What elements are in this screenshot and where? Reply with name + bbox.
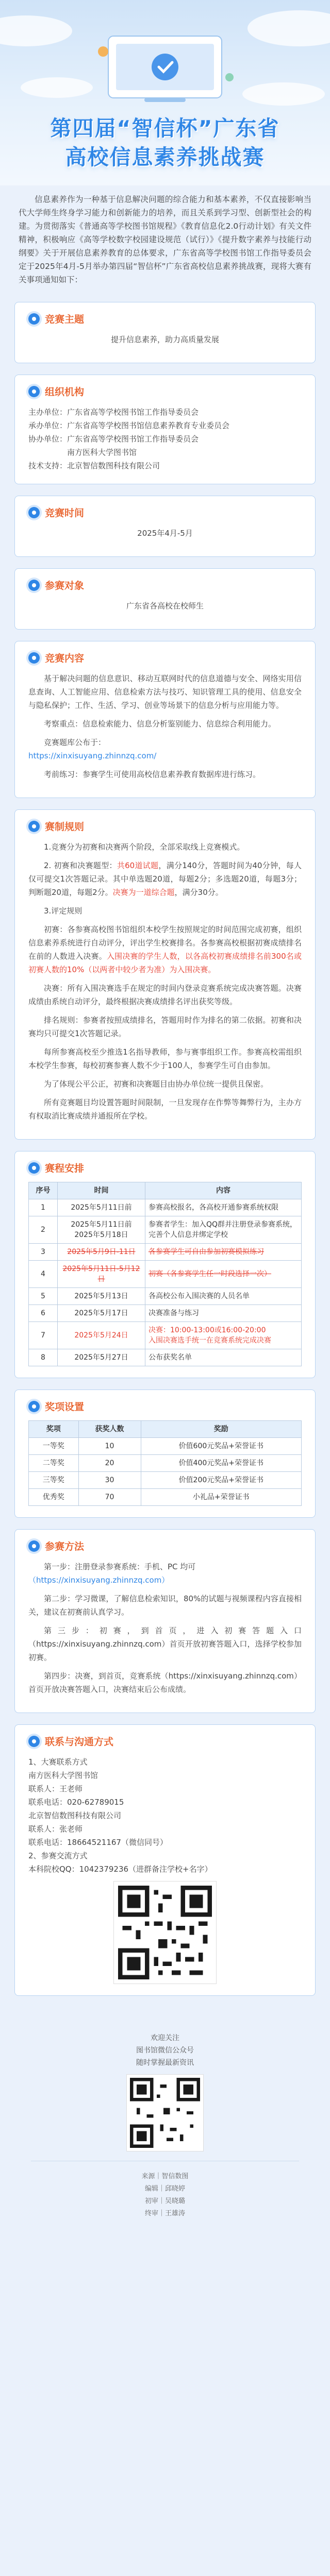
schedule-cell-time: 2025年5月11日前 [58,1199,145,1216]
schedule-cell-time: 2025年5月13日 [58,1288,145,1305]
table-row [29,1244,302,1261]
award-cell: 价值400元奖品+荣誉证书 [141,1455,301,1472]
schedule-cell-time: 2025年5月11日前 2025年5月18日 [58,1216,145,1244]
contact-line: 南方医科大学图书馆 [28,1771,98,1780]
content-paragraph: 考前练习：参赛学生可使用高校信息素养教育数据库进行练习。 [44,770,261,779]
section-title: 组织机构 [45,386,85,398]
rule-2-highlight-final: 决赛为一道综合题 [112,888,175,897]
section-title: 奖项设置 [45,1401,85,1413]
theme-text: 提升信息素养，助力高质量发展 [110,335,219,344]
schedule-cell-content: 参赛者学生：加入QQ群并注册登录参赛系统，完善个人信息并绑定学校 [145,1216,302,1244]
award-cell: 优秀奖 [29,1489,79,1506]
section-title: 赛程安排 [45,1163,85,1174]
schedule-cell-content: 各参赛学生可自由参加初赛模拟练习 [145,1244,302,1261]
schedule-cell-time: 2025年5月27日 [58,1349,145,1366]
table-row [29,1322,302,1349]
org-line: 技术支持：北京智信数图科技有限公司 [28,461,160,470]
rule-2-text: ，满分140分，答题时间为40分钟，每人仅可提交1次答题记录。其中单选题20道，每题2分；多选题20道，每题3分；判断题20道，每题2分。 [28,861,302,897]
section-title: 竞赛时间 [45,507,85,519]
section-method [14,1529,316,1713]
qq-group-qr-code [113,1881,217,1984]
participants-text: 广东省各高校在校师生 [126,601,204,611]
final-rule: 决赛：所有入围决赛选手在规定的时间内登录竞赛系统完成决赛答题。决赛成绩由系统自动评分，最终根据决赛成绩排名评出获奖等级。 [28,984,302,1006]
section-content [14,641,316,798]
rank-rule: 排名规则：参赛者按照成绩排名，答题用时作为排名的第二依据。初赛和决赛均只可提交1次答题记录。 [28,1015,302,1038]
system-link[interactable]: （https://xinxisuyang.zhinnzq.com） [28,1575,170,1585]
schedule-cell-no: 2 [29,1216,58,1244]
content-label: 竞赛题库公布于： [44,738,106,747]
schedule-cell-content: 各高校公布入围决赛的人员名单 [145,1288,302,1305]
content-paragraph: 基于解决问题的信息意识、移动互联网时代的信息道德与安全、网络实用信息查询、人工智能应用、信息检索方法与技巧、知识管理工具的使用、信息安全与隐私保护；工作、生活、学习、创业等场景下的信息分析与应用能力等。 [28,674,302,710]
section-contact [14,1724,316,1996]
section-bullet-icon [28,1736,40,1747]
rule-2-label: 2. 初赛和决赛题型： [44,861,117,870]
schedule-cell-no: 4 [29,1261,58,1288]
section-theme [14,302,316,363]
section-title: 竞赛内容 [45,653,85,664]
section-awards [14,1389,316,1518]
schedule-cell-content: 参赛高校报名，各高校开通参赛系统权限 [145,1199,302,1216]
footer-text: 随时掌握最新资讯 [136,2059,194,2067]
contact-line: 1、大赛联系方式 [28,1757,88,1767]
schedule-cell-no: 7 [29,1322,58,1349]
section-bullet-icon [28,580,40,591]
schedule-cell-content: 初赛（各参赛学生任一时段选择一次） [145,1261,302,1288]
step-4: 第四步：决赛，到首页，竞赛系统（https://xinxisuyang.zhinnzq.com）首页开放决赛答题入口，决赛结束后公布成绩。 [28,1671,302,1694]
section-bullet-icon [28,507,40,518]
hero-title-line2: 高校信息素养挑战赛 [65,145,265,170]
section-title: 竞赛主题 [45,314,85,325]
table-row [29,1489,302,1506]
wechat-qr-code [126,2074,204,2151]
table-header: 奖励 [141,1421,301,1438]
section-bullet-icon [28,1540,40,1552]
section-bullet-icon [28,821,40,832]
footer-meta: 编辑｜邱晓婷 [144,2185,185,2193]
table-row [29,1199,302,1216]
schedule-cell-no: 6 [29,1305,58,1322]
step-2: 第二步：学习微课，了解信息检索知识，80%的试题与视频课程内容直接相关，建议在初赛前认真学习。 [28,1594,302,1617]
section-title: 参赛对象 [45,580,85,591]
rule-2-highlight: 共60道试题 [117,861,159,870]
contact-line: 本科院校QQ：1042379236（进群备注学校+名字） [28,1865,212,1874]
awards-table [28,1420,302,1506]
table-row [29,1472,302,1489]
schedule-cell-content: 决赛：10:00-13:00或16:00-20:00 入围决赛选手统一在竞赛系统完成决赛 [145,1322,302,1349]
section-bullet-icon [28,1401,40,1412]
selection-rule-2: 为了体现公平公正，初赛和决赛题目由协办单位统一提供且保密。 [44,1079,269,1089]
schedule-table [28,1182,302,1366]
section-bullet-icon [28,1162,40,1174]
schedule-cell-content: 决赛准备与练习 [145,1305,302,1322]
footer-meta: 来源｜智信数图 [141,2173,189,2180]
table-row [29,1305,302,1322]
hero-illustration [88,21,242,108]
table-row [29,1288,302,1305]
schedule-cell-time: 2025年5月24日 [58,1322,145,1349]
schedule-cell-no: 8 [29,1349,58,1366]
rule-3: 3.评定规则 [44,906,82,916]
contact-line: 北京智信数图科技有限公司 [28,1811,122,1820]
preliminary-rule-highlight: 入围决赛的学生人数，以各高校初赛成绩排名前300名或初赛人数的10%（以两者中较少者为准）为入围决赛。 [28,952,302,974]
org-line: 协办单位：广东省高等学校图书馆工作指导委员会 [28,434,199,444]
section-schedule [14,1151,316,1378]
award-cell: 三等奖 [29,1472,79,1489]
question-bank-link[interactable]: https://xinxisuyang.zhinnzq.com/ [28,751,157,760]
section-participants [14,568,316,630]
rule-1: 1.竞赛分为初赛和决赛两个阶段，全部采取线上竞赛模式。 [44,842,245,852]
section-title: 参赛方法 [45,1541,85,1552]
award-cell: 30 [78,1472,141,1489]
footer-meta: 终审｜王雄涛 [144,2210,185,2217]
table-header: 时间 [58,1182,145,1199]
hero-title-line1: 第四届“智信杯”广东省 [50,116,280,141]
section-bullet-icon [28,652,40,664]
section-rules [14,809,316,1140]
table-row [29,1216,302,1244]
award-cell: 小礼品+荣誉证书 [141,1489,301,1506]
schedule-cell-time: 2025年5月11日-5月12日 [58,1261,145,1288]
time-text: 2025年4月-5月 [137,529,193,538]
selection-rule: 每所参赛高校至少推选1名指导教师，参与赛事组织工作。参赛高校需组织本校学生参赛，每校初赛参赛人数不少于100人，参赛学生可自由参加。 [28,1047,302,1070]
table-header: 奖项 [29,1421,79,1438]
table-row [29,1349,302,1366]
section-bullet-icon [28,386,40,397]
schedule-cell-content: 公布获奖名单 [145,1349,302,1366]
award-cell: 70 [78,1489,141,1506]
table-header: 获奖人数 [78,1421,141,1438]
contact-line: 2、参赛交流方式 [28,1851,88,1860]
section-organization [14,375,316,484]
footer [0,2016,330,2241]
award-cell: 价值600元奖品+荣誉证书 [141,1438,301,1455]
hero-banner [0,0,330,185]
schedule-cell-time: 2025年5月9日-11日 [58,1244,145,1261]
table-header: 序号 [29,1182,58,1199]
table-row [29,1261,302,1288]
award-cell: 20 [78,1455,141,1472]
section-title: 联系与沟通方式 [45,1736,114,1748]
footer-text: 欢迎关注 [151,2034,179,2042]
rule-2-text-end: ，满分30分。 [174,888,223,897]
rule-2 [28,859,302,899]
step-1: 第一步：注册登录参赛系统：手机、PC 均可 [44,1562,196,1571]
schedule-cell-time: 2025年5月17日 [58,1305,145,1322]
award-cell: 10 [78,1438,141,1455]
table-header: 内容 [145,1182,302,1199]
org-line: 南方医科大学图书馆 [67,448,137,457]
schedule-cell-no: 5 [29,1288,58,1305]
footer-text: 图书馆微信公众号 [136,2046,194,2055]
org-line: 承办单位：广东省高等学校图书馆信息素养教育专业委员会 [28,421,230,430]
intro-paragraph: 信息素养作为一种基于信息解决问题的综合能力和基本素养，不仅直接影响当代大学师生终身学习能力和创新能力的培养，而且关系到学习型、创新型社会的构建。为贯彻落实《普通高等学校图书馆规程》《教育信息化2.0行动计划》有关文件精神，积极响应《高等学校数字校园建设规范（试行）》《提升数字素养与技能行动纲要》关于开展信息素养教育的总体要求，广东省高等学校图书馆工作指导委员会定于2025年4月-5月举办第四届“智信杯”广东省高校信息素养挑战赛，现将大赛有关事项通知如下： [19,195,311,284]
note-rule: 所有竞赛题目均设置答题时间限制，一旦发现存在作弊等舞弊行为，主办方有权取消比赛成绩并通报所在学校。 [28,1098,302,1121]
award-cell: 价值200元奖品+荣誉证书 [141,1472,301,1489]
table-row [29,1455,302,1472]
footer-meta: 初审｜吴晓璐 [144,2197,185,2205]
contact-line: 联系人：张老师 [28,1824,83,1834]
schedule-cell-no: 3 [29,1244,58,1261]
contact-line: 联系电话：18664521167（微信同号） [28,1838,168,1847]
award-cell: 二等奖 [29,1455,79,1472]
preliminary-rule: 初赛：各参赛高校图书馆组织本校学生按照规定的时间范围完成初赛，组织信息素养系统进行自动评分，评出学生校赛排名。各参赛高校根据初赛成绩排名在前的人数进入决赛。 [28,925,302,961]
table-row [29,1438,302,1455]
section-bullet-icon [28,313,40,325]
contact-line: 联系人：王老师 [28,1784,83,1793]
award-cell: 一等奖 [29,1438,79,1455]
content-paragraph: 考察重点：信息检索能力、信息分析鉴别能力、信息综合利用能力。 [44,719,276,728]
section-time [14,496,316,557]
contact-line: 联系电话：020-62789015 [28,1798,124,1807]
section-title: 赛制规则 [45,821,85,833]
step-3: 第三步：初赛，到首页，进入初赛答题入口（https://xinxisuyang.zhinnzq.com）首页开放初赛答题入口，选择学校参加初赛。 [28,1626,302,1662]
org-line: 主办单位：广东省高等学校图书馆工作指导委员会 [28,408,199,417]
schedule-cell-no: 1 [29,1199,58,1216]
